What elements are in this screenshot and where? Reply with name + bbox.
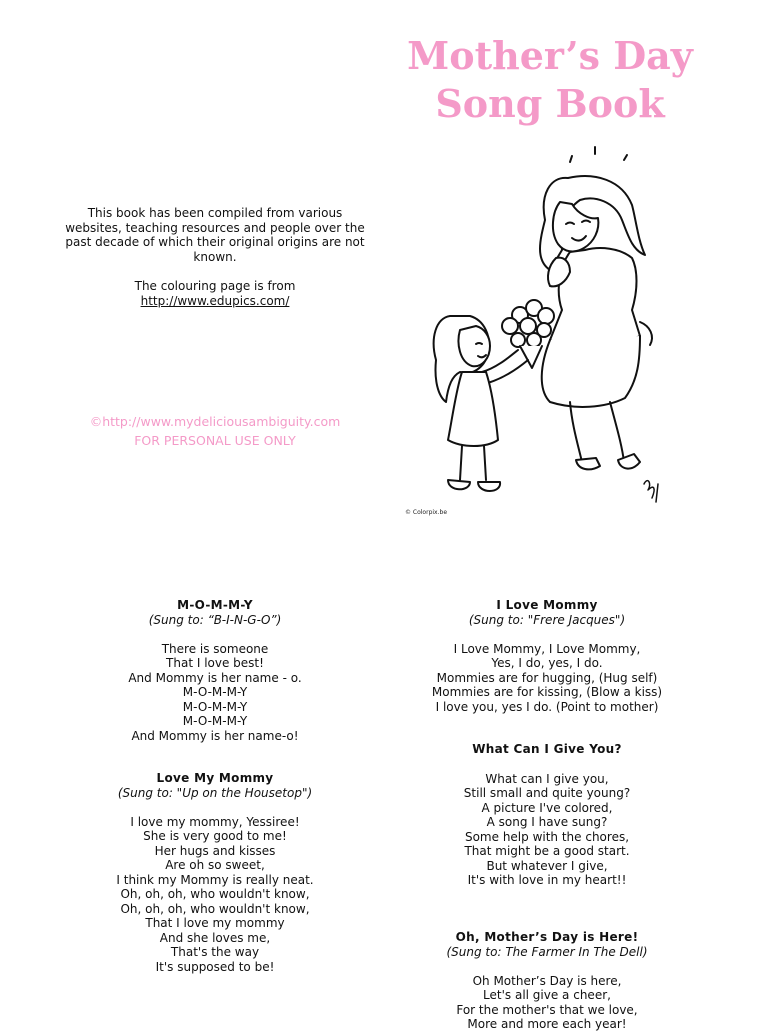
lyric-line: I think my Mommy is really neat. <box>116 872 314 887</box>
song-tune: (Sung to: "Frere Jacques") <box>468 612 626 627</box>
girl-shoe <box>448 480 470 489</box>
lyric-line: M-O-M-M-Y <box>182 699 248 714</box>
personal-use-notice: FOR PERSONAL USE ONLY <box>134 433 296 448</box>
lyric-line: That I love my mommy <box>145 916 285 930</box>
lyric-line: And she loves me, <box>159 930 271 945</box>
song-mommy-spelling <box>60 598 370 743</box>
song-title: Love My Mommy <box>156 771 274 785</box>
intro-line: known. <box>193 249 237 264</box>
lyric-line: Yes, I do, yes, I do. <box>491 656 603 670</box>
artist-signature <box>644 481 658 502</box>
lyric-line: Her hugs and kisses <box>154 843 276 858</box>
lyric-line: But whatever I give, <box>486 858 608 873</box>
lyric-line: M-O-M-M-Y <box>182 685 248 699</box>
lyric-line: What can I give you, <box>485 771 609 786</box>
lyric-line: Mommies are for hugging, (Hug self) <box>436 670 658 685</box>
song-tune: (Sung to: The Farmer In The Dell) <box>446 944 648 959</box>
lyric-line: It's supposed to be! <box>155 959 275 974</box>
song-lyrics <box>392 642 702 715</box>
intro-paragraph <box>60 206 370 264</box>
mother-skirt <box>542 336 640 407</box>
lyric-line: That might be a good start. <box>464 844 630 858</box>
song-what-can-i-give-you <box>392 742 702 888</box>
lyric-line: A song I have sung? <box>486 815 608 829</box>
lyric-line: Oh, oh, oh, who wouldn't know, <box>120 887 310 901</box>
intro-line: This book has been compiled from various <box>87 206 343 220</box>
intro-line: websites, teaching resources and people over the <box>65 220 365 235</box>
song-tune: (Sung to: "Up on the Housetop") <box>117 785 313 800</box>
lyric-line: Mommies are for kissing, (Blow a kiss) <box>431 685 663 699</box>
song-lyrics <box>392 974 702 1032</box>
lyric-line: And Mommy is her name-o! <box>131 728 299 743</box>
lyric-line: I love my mommy, Yessiree! <box>130 814 300 829</box>
lyric-line: Oh, oh, oh, who wouldn't know, <box>120 901 310 916</box>
lyric-line: That I love best! <box>166 656 264 670</box>
title-line-2: Song Book <box>435 81 665 126</box>
song-love-my-mommy <box>60 771 370 974</box>
mother-daughter-illustration <box>400 140 700 520</box>
mother-shoe <box>576 458 600 469</box>
lyric-line: More and more each year! <box>467 1017 627 1031</box>
title-line-1: Mother’s Day <box>407 33 693 78</box>
copyright-url[interactable]: ©http://www.mydeliciousambiguity.com <box>89 414 341 429</box>
copyright-notice <box>60 412 370 450</box>
page-title <box>385 32 715 128</box>
lyric-line: That's the way <box>170 945 260 959</box>
song-tune: (Sung to: “B-I-N-G-O”) <box>148 612 282 627</box>
lyric-line: For the mother's that we love, <box>456 1002 638 1017</box>
mother-shoe <box>618 454 640 469</box>
song-title: I Love Mommy <box>496 598 598 612</box>
lyric-line: Let's all give a cheer, <box>483 988 611 1002</box>
song-i-love-mommy <box>392 598 702 714</box>
lyric-line: M-O-M-M-Y <box>182 714 248 728</box>
lyric-line: Still small and quite young? <box>463 786 631 800</box>
lyric-line: It's with love in my heart!! <box>467 873 627 887</box>
intro-line: past decade of which their original origins are not <box>65 235 365 249</box>
song-title: M-O-M-M-Y <box>177 598 253 612</box>
song-title: What Can I Give You? <box>472 742 622 756</box>
lyric-line: A picture I've colored, <box>481 800 613 815</box>
intro-text <box>60 206 370 323</box>
song-lyrics <box>60 815 370 975</box>
lyric-line: And Mommy is her name - o. <box>128 670 302 685</box>
mother-face <box>553 202 598 251</box>
lyric-line: Some help with the chores, <box>464 829 630 844</box>
song-lyrics <box>392 772 702 888</box>
lyric-line: She is very good to me! <box>143 829 287 843</box>
girl-shoe <box>478 482 500 491</box>
source-link[interactable]: http://www.edupics.com/ <box>140 293 290 308</box>
lyric-line: Are oh so sweet, <box>165 858 265 872</box>
illustration-credit: © Colorpix.be <box>405 509 448 516</box>
song-lyrics <box>60 642 370 744</box>
lyric-line: There is someone <box>161 641 269 656</box>
lyric-line: Oh Mother’s Day is here, <box>472 973 622 988</box>
song-title: Oh, Mother’s Day is Here! <box>455 930 639 944</box>
girl-face <box>459 326 491 366</box>
song-mothers-day-is-here <box>392 930 702 1032</box>
lyric-line: I Love Mommy, I Love Mommy, <box>453 641 641 656</box>
intro-source <box>60 279 370 308</box>
source-label: The colouring page is from <box>134 279 296 293</box>
lyric-line: I love you, yes I do. (Point to mother) <box>435 699 659 714</box>
